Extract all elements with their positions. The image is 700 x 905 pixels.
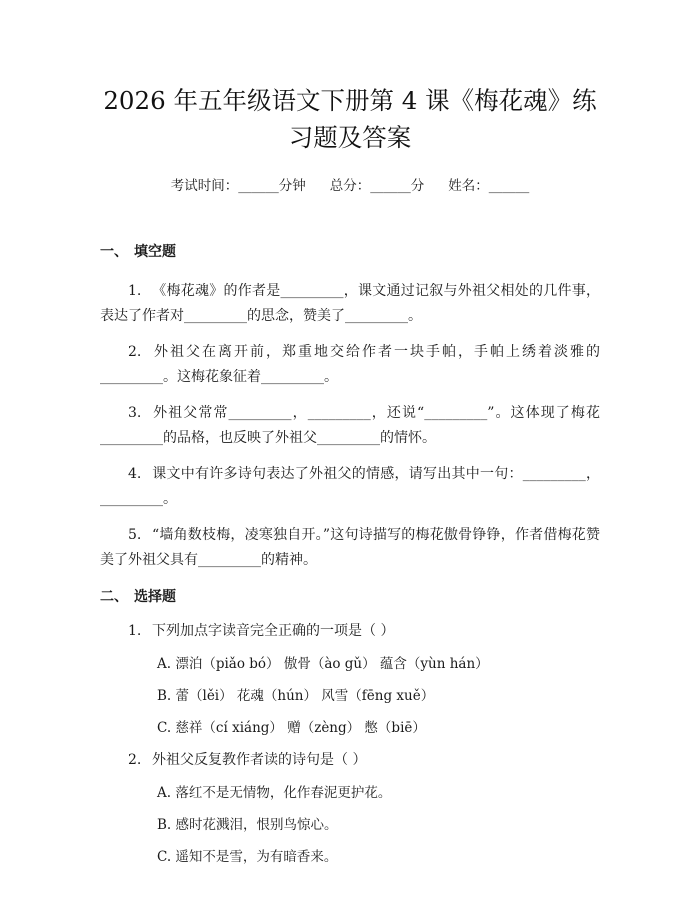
question-text: “墙角数枝梅，凌寒独自开。”这句诗描写的梅花傲骨铮铮，作者借梅花赞美了外祖父具有_________的精神。: [100, 527, 600, 568]
section-number: 一、: [100, 244, 128, 260]
choice-question-2: [100, 750, 600, 770]
exam-name: 姓名：______: [448, 178, 530, 194]
choice-1-option-c: C. 慈祥（cí xiáng） 赠（zèng） 憋（biē）: [157, 720, 426, 736]
title-line-2: 习题及答案: [288, 123, 412, 152]
section-number: 二、: [100, 589, 128, 605]
choice-question-1: [100, 621, 600, 641]
fill-question-4: [100, 462, 600, 512]
question-text: 外祖父在离开前，郑重地交给作者一块手帕，手帕上绣着淡雅的_________。这梅花象征着_________。: [100, 344, 600, 385]
choice-1-option-b: B. 蕾（lěi） 花魂（hún） 风雪（fēng xuě）: [157, 688, 435, 704]
question-text: 外祖父反复教作者读的诗句是（ ）: [152, 752, 367, 768]
exam-time: 考试时间：______分钟: [170, 178, 306, 194]
question-number: 4.: [128, 466, 142, 482]
question-text: 课文中有许多诗句表达了外祖父的情感，请写出其中一句：_________，_________。: [100, 466, 600, 507]
exam-meta: [100, 176, 600, 196]
exam-score: 总分：______分: [329, 178, 425, 194]
choice-2-option-b: B. 感时花溅泪，恨别鸟惊心。: [157, 817, 338, 833]
question-number: 1.: [128, 283, 142, 299]
section-title: 填空题: [134, 244, 176, 260]
choice-2-option-c: C. 遥知不是雪，为有暗香来。: [157, 849, 338, 865]
question-number: 5.: [128, 527, 142, 543]
title-line-1: 2026 年五年级语文下册第 4 课《梅花魂》练: [103, 86, 597, 115]
fill-question-2: [100, 340, 600, 390]
section-fill-blank-heading: [100, 242, 600, 262]
fill-question-1: [100, 279, 600, 329]
question-text: 外祖父常常_________，_________，还说“_________”。这体现了梅花_________的品格，也反映了外祖父_________的情怀。: [100, 405, 600, 446]
question-text: 《梅花魂》的作者是_________，课文通过记叙与外祖父相处的几件事，表达了作者对_________的思念，赞美了_________。: [100, 283, 600, 324]
choice-1-option-a: A. 漂泊（piǎo bó） 傲骨（ào gǔ） 蕴含（yùn hán）: [157, 656, 489, 672]
section-title: 选择题: [134, 589, 176, 605]
choice-2-option-a: A. 落红不是无情物，化作春泥更护花。: [157, 785, 392, 801]
fill-question-5: [100, 523, 600, 573]
question-number: 2.: [128, 344, 142, 360]
fill-question-3: [100, 401, 600, 451]
question-text: 下列加点字读音完全正确的一项是（ ）: [152, 623, 395, 639]
document-title: [100, 0, 600, 156]
question-number: 3.: [128, 405, 142, 421]
question-number: 2.: [128, 752, 142, 768]
section-choice-heading: [100, 587, 600, 607]
question-number: 1.: [128, 623, 142, 639]
